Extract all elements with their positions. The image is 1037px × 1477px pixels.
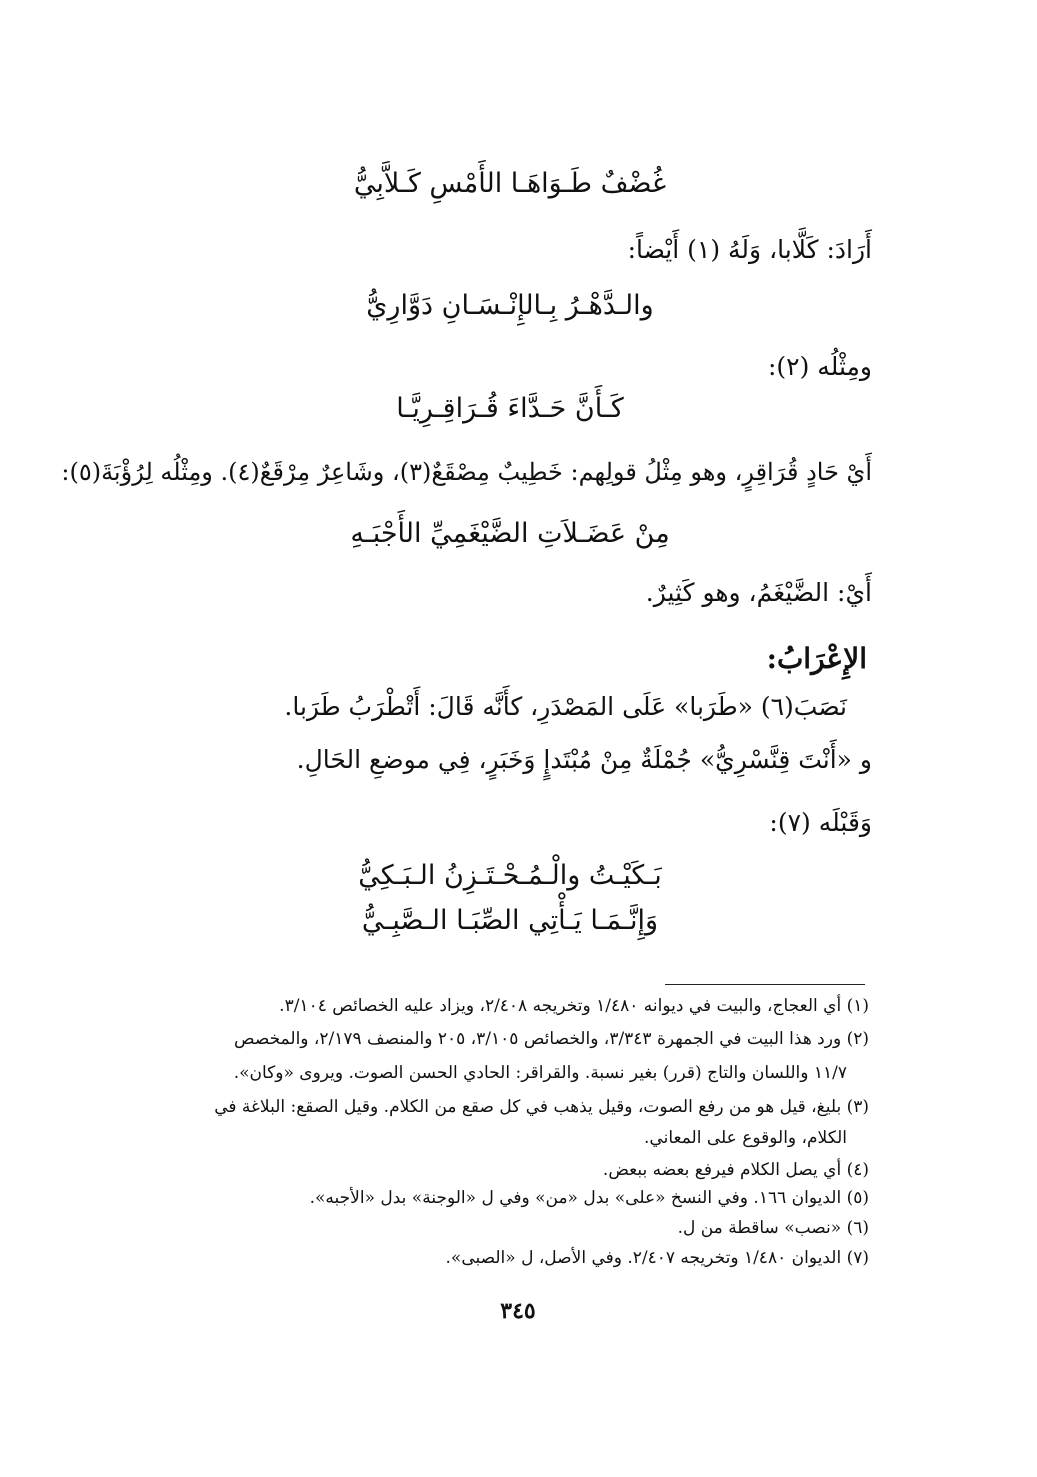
prose-line-4: أَيْ: الضَّيْغَمُ، وهو كَثِيرٌ.	[645, 578, 872, 607]
page-number: ٣٤٥	[500, 1298, 536, 1324]
footnote-3-continuation: الكلام، والوقوع على المعاني.	[644, 1128, 847, 1148]
verse-1: غُضْفٌ طَـوَاهَـا الأَمْسِ كَـلاَّبِيُّ	[353, 168, 667, 199]
footnote-2-continuation: ١١/٧ واللسان والتاج (قرر) بغير نسبة. والقراقر: الحادي الحسن الصوت. ويروى «وكان».	[233, 1063, 847, 1083]
footnote-4: (٤) أي يصل الكلام فيرفع بعضه ببعض.	[602, 1160, 869, 1180]
verse-2: والـدَّهْـرُ بِـالإِنْـسَـانِ دَوَّارِيُّ	[366, 290, 654, 321]
footnote-7: (٧) الديوان ١/٤٨٠ وتخريجه ٢/٤٠٧. وفي الأصل، ل «الصبى».	[445, 1248, 869, 1268]
section-heading: الإِعْرَابُ:	[766, 642, 867, 675]
verse-3: كَـأَنَّ حَـدَّاءَ قُـرَاقِـرِيَّـا	[396, 393, 624, 424]
prose-line-6: و «أَنْتَ قِنَّسْرِيُّ» جُمْلَةٌ مِنْ مُبْتَدإٍ وَخَبَرٍ، فِي موضعِ الحَالِ.	[296, 745, 872, 774]
verse-5: بَـكَيْـتُ والْـمُـحْـتَـزِنُ الـبَـكِيُّ	[358, 860, 662, 891]
verse-4: مِنْ عَضَـلاَتِ الضَّيْغَمِيِّ الأَجْبَـهِ	[350, 518, 670, 549]
footnote-2: (٢) ورد هذا البيت في الجمهرة ٣/٣٤٣، والخصائص ٣/١٠٥، ٢٠٥ والمنصف ٢/١٧٩، والمخصص	[234, 1029, 869, 1049]
verse-6: وَإِنَّـمَـا يَـأْتِي الصِّبَـا الـصَّبِـيُّ	[361, 905, 659, 936]
footnote-divider	[665, 984, 865, 985]
footnote-6: (٦) «نصب» ساقطة من ل.	[677, 1218, 869, 1238]
footnote-5: (٥) الديوان ١٦٦. وفي النسخ «على» بدل «من» وفي ل «الوجنة» بدل «الأجبه».	[309, 1188, 869, 1208]
footnote-1: (١) أي العجاج، والبيت في ديوانه ١/٤٨٠ وتخريجه ٢/٤٠٨، ويزاد عليه الخصائص ٣/١٠٤.	[279, 996, 869, 1016]
prose-line-7: وَقَبْلَه (٧):	[769, 808, 872, 837]
prose-line-5: نَصَبَ(٦) «طَرَبا» عَلَى المَصْدَرِ، كأَنَّه قَالَ: أَتْطْرَبُ طَرَبا.	[284, 692, 847, 721]
prose-line-1: أَرَادَ: كَلَّابا، وَلَهُ (١) أَيْضاً:	[627, 235, 872, 264]
footnote-3: (٣) بليغ، قيل هو من رفع الصوت، وقيل يذهب في كل صقع من الكلام. وقيل الصقع: البلاغة في	[214, 1097, 869, 1117]
prose-line-2: ومِثْلُه (٢):	[767, 352, 872, 381]
prose-line-3: أَيْ حَادٍ قُرَاقِرٍ، وهو مِثْلُ قولِهم: خَطِيبٌ مِصْقَعٌ(٣)، وشَاعِرٌ مِرْقَعٌ(٤). ومِثْلُه لِرُؤْبَةَ(٥):	[61, 458, 872, 486]
